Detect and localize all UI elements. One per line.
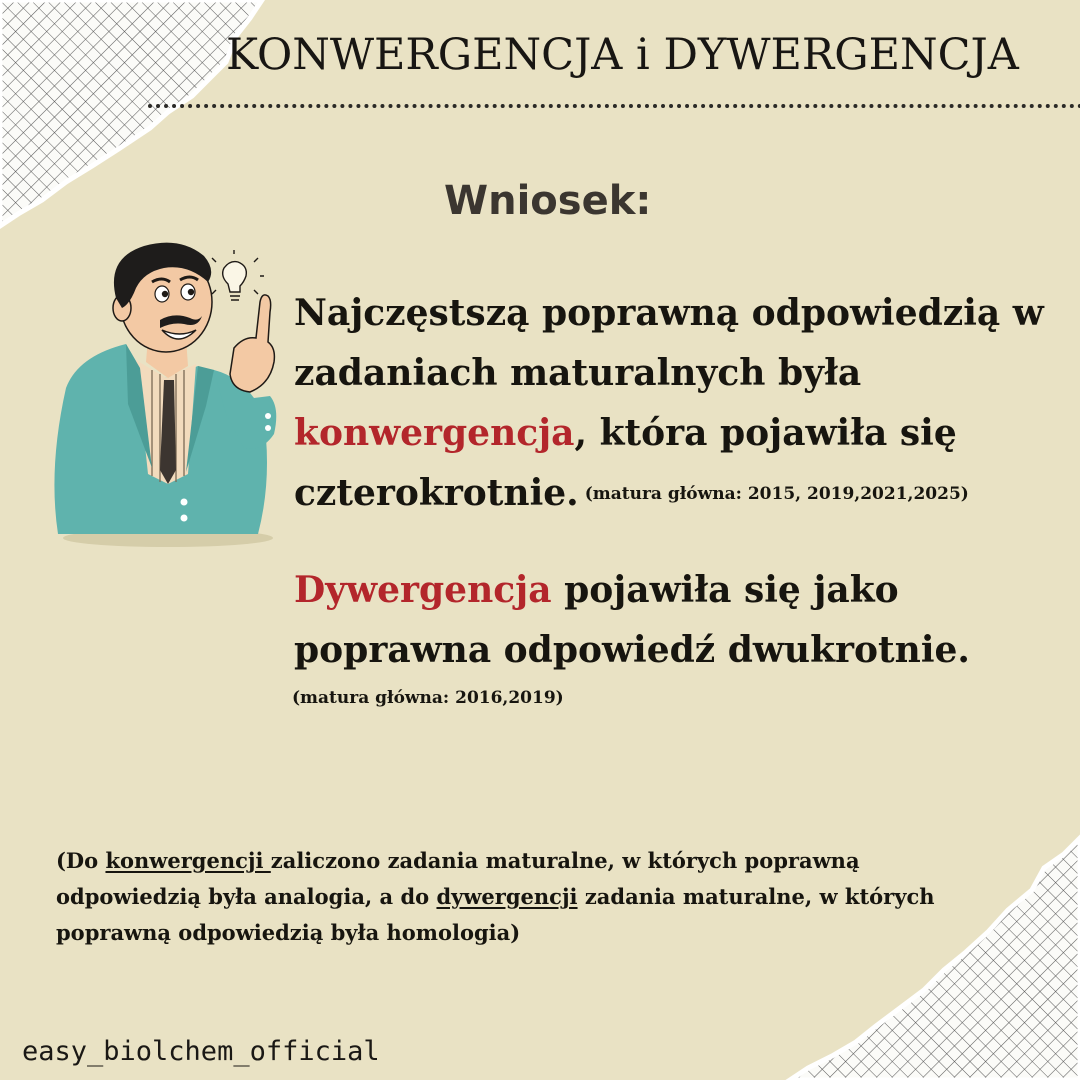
page-title: KONWERGENCJA i DYWERGENCJA (226, 30, 1019, 80)
footnote-term-dywergencji: dywergencji (436, 884, 578, 909)
paragraph2-note: (matura główna: 2016,2019) (292, 688, 564, 708)
footnote-part1: (Do (56, 848, 106, 873)
keyword-dywergencja: Dywergencja (294, 569, 552, 611)
conclusion-paragraph-2 (294, 560, 1074, 680)
keyword-konwergencja: konwergencja (294, 412, 575, 454)
paragraph1-text-before: Najczęstszą poprawną odpowiedzią w zadaniach maturalnych była (294, 292, 1044, 394)
dotted-divider (148, 104, 1080, 108)
paragraph1-note: (matura główna: 2015, 2019,2021,2025) (584, 484, 969, 504)
conclusion-heading: Wniosek: (444, 178, 652, 224)
footnote-part2: zaliczono zadania maturalne, w których poprawną odpowiedzią była analogia, a do (56, 848, 860, 909)
paragraph1-text-after: , która pojawiła się czterokrotnie. (294, 412, 957, 514)
account-handle: easy_biolchem_official (22, 1036, 380, 1067)
paragraph2-text-after: pojawiła się jako poprawna odpowiedź dwukrotnie. (294, 569, 970, 671)
conclusion-paragraph-1 (294, 283, 1074, 523)
footnote-term-konwergencji: konwergencji (105, 848, 271, 873)
light-bulb-icon (206, 250, 266, 310)
footnote (56, 843, 986, 951)
footnote-part3: zadania maturalne, w których poprawną odpowiedzią była homologia) (56, 884, 935, 945)
